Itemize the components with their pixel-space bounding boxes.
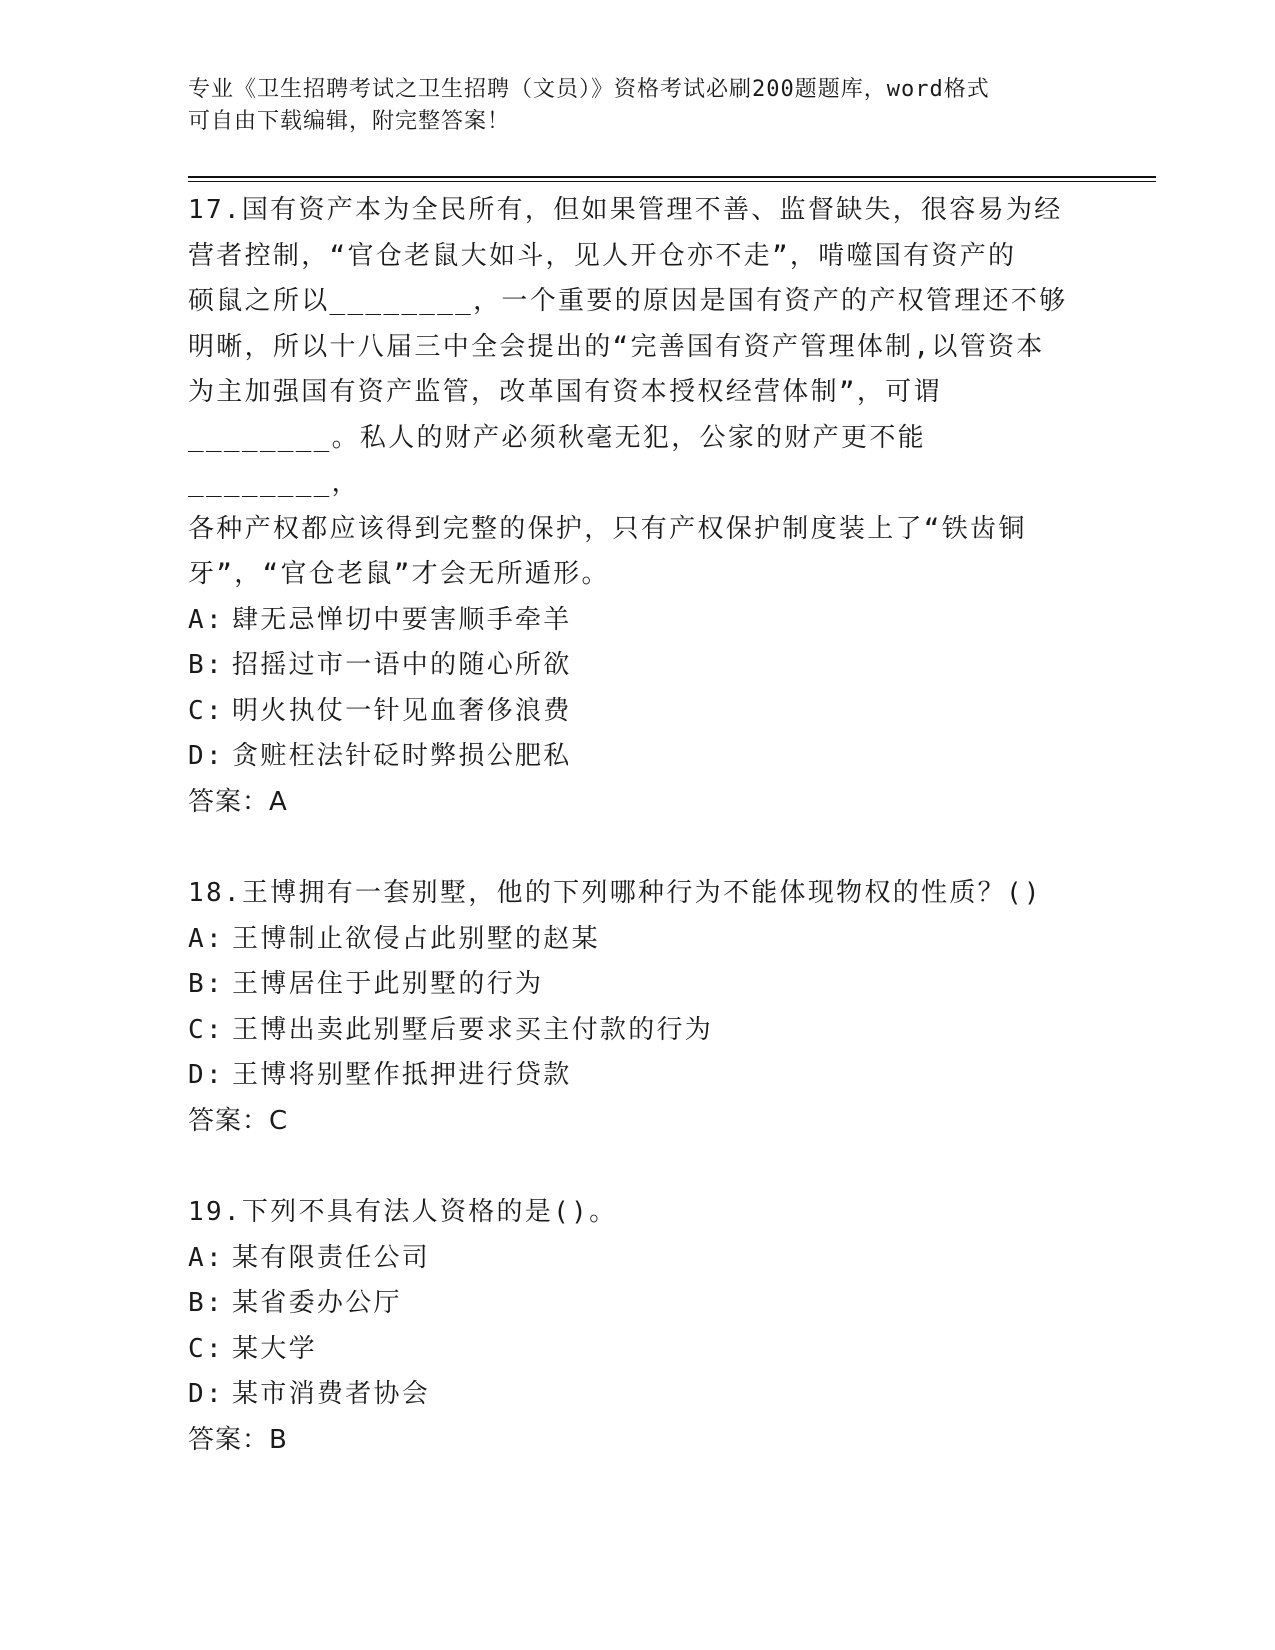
option-letter: D: [188,1060,224,1090]
option-text: 某省委办公厅 [232,1288,402,1318]
option-letter: B: [188,650,224,680]
option-b [188,962,1088,1008]
option-text: 某大学 [232,1333,317,1364]
question-stem-line: 19.下列不具有法人资格的是()。 [188,1197,618,1227]
option-letter: B: [188,1288,224,1318]
option-text: 王博将别墅作抵押进行贷款 [232,1060,572,1090]
option-letter: A: [188,923,224,954]
option-c [188,689,1088,735]
option-text: 贪赃枉法针砭时弊损公肥私 [232,741,572,771]
question-stem-line: 硕鼠之所以________，一个重要的原因是国有资产的产权管理还不够 [188,286,1068,316]
option-letter: A: [188,1242,224,1273]
answer-line: 答案：C [188,1105,289,1136]
answer-line: 答案：A [188,786,288,817]
option-text: 王博制止欲侵占此别墅的赵某 [232,923,600,954]
question-stem-line: 牙”，“官仓老鼠”才会无所遁形。 [188,559,610,589]
spacer [188,1144,1088,1190]
option-c [188,1008,1088,1054]
option-letter: C: [188,695,224,726]
option-c [188,1327,1088,1373]
option-letter: D: [188,1379,224,1409]
question-stem-line: 明晰，所以十八届三中全会提出的“完善国有资产管理体制,以管资本 [188,331,1045,362]
option-a [188,1236,1088,1282]
question-19 [188,1190,1088,1463]
question-stem-line: 各种产权都应该得到完整的保护，只有产权保护制度装上了“铁齿铜 [188,513,1027,544]
option-letter: B: [188,969,224,999]
question-stem-line: 17.国有资产本为全民所有，但如果管理不善、监督缺失，很容易为经 [188,195,1063,225]
document-header [188,74,1088,138]
spacer [188,825,1088,871]
question-stem-line: ________。私人的财产必须秋毫无犯，公家的财产更不能________， [188,422,926,498]
question-list [188,188,1088,1463]
option-b [188,643,1088,689]
option-letter: D: [188,741,224,771]
header-title-line-2: 可自由下载编辑，附完整答案！ [188,109,511,134]
option-text: 某有限责任公司 [232,1242,431,1273]
option-text: 王博出卖此别墅后要求买主付款的行为 [232,1014,714,1045]
answer-line: 答案：B [188,1424,288,1455]
question-stem-line: 营者控制，“官仓老鼠大如斗，见人开仓亦不走”，啃噬国有资产的 [188,240,1017,271]
question-stem-line: 18.王博拥有一套别墅，他的下列哪种行为不能体现物权的性质？() [188,878,1042,908]
option-text: 明火执仗一针见血奢侈浪费 [232,695,572,726]
option-letter: A: [188,604,224,635]
question-18 [188,871,1088,1144]
option-a [188,917,1088,963]
option-d [188,734,1088,780]
option-a [188,598,1088,644]
option-letter: C: [188,1014,224,1045]
option-text: 肆无忌惮切中要害顺手牵羊 [232,604,572,635]
header-title-line-1: 专业《卫生招聘考试之卫生招聘（文员）》资格考试必刷200题题库，word格式 [188,77,990,102]
option-letter: C: [188,1333,224,1364]
option-text: 招摇过市一语中的随心所欲 [232,650,572,680]
header-rule-thin [188,181,1156,182]
option-text: 某市消费者协会 [232,1379,431,1409]
option-d [188,1372,1088,1418]
header-rule-thick [188,176,1156,178]
question-17 [188,188,1088,825]
option-b [188,1281,1088,1327]
question-stem-line: 为主加强国有资产监管，改革国有资本授权经营体制”，可谓 [188,377,942,407]
option-d [188,1053,1088,1099]
option-text: 王博居住于此别墅的行为 [232,969,544,999]
